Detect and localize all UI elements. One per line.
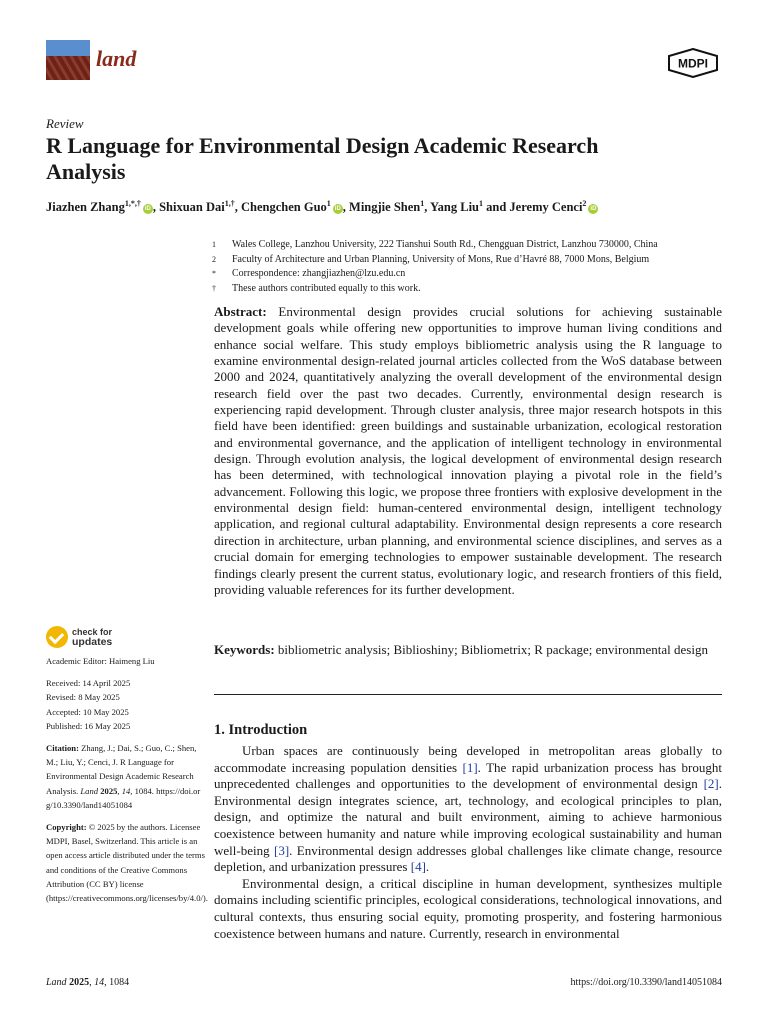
affiliation-row: [212, 282, 732, 297]
published-date: Published: 16 May 2025: [46, 720, 131, 731]
check-updates-line1: check for: [72, 627, 113, 637]
affiliation-text: Faculty of Architecture and Urban Planning, University of Mons, Rue d’Havré 88, 7000 Mons, Belgium: [232, 253, 650, 265]
check-for-updates-button[interactable]: [46, 626, 176, 648]
copyright: [46, 820, 206, 905]
author-affiliation-marker: 1: [326, 199, 331, 208]
citation: Citation: Zhang, J.; Dai, S.; Guo, C.; Shen, M.; Liu, Y.; Cenci, J. R Language for Environmental Design Academic Research Analysis. Land 2025, 14, 1084. https://doi.org/10.3390/land14051084: [46, 743, 201, 810]
copyright-text: © 2025 by the authors. Licensee MDPI, Basel, Switzerland. This article is an open access article distributed under the terms and conditions of the Creative Commons Attribution (CC BY) license (https://creativecommons.org/licenses/by/4.0/).: [46, 822, 208, 904]
author-name: Shixuan Dai: [159, 200, 225, 215]
abstract-label: Abstract:: [214, 304, 267, 319]
copyright-label: Copyright:: [46, 822, 87, 833]
author-affiliation-marker: 2: [582, 199, 587, 208]
author-affiliation-marker: 1,†: [224, 199, 235, 208]
citation-journal: Land: [80, 785, 99, 796]
checkmark-icon: [46, 626, 68, 648]
footer-volume: 14: [94, 977, 105, 988]
author-list: Jiazhen Zhang$^{1,*,\dagger}$iD , Shixuan Dai$^{1,\dagger}$, Chengchen Guo$^1$iD , Mingjie Shen$^1$, Yang Liu$^1$ and Jeremy Cenci$^2$iD: [46, 199, 597, 215]
footer-page: , 1084: [104, 977, 130, 988]
affiliation-mark: *: [212, 269, 216, 278]
affiliation-mark: †: [212, 283, 216, 293]
author-name: Mingjie Shen: [349, 200, 421, 215]
citation-label: Citation:: [46, 743, 79, 754]
article-type: Review: [46, 116, 84, 131]
accepted-date: Accepted: 10 May 2025: [46, 706, 129, 717]
affiliation-row: [212, 267, 732, 282]
affiliation-mark: 1: [212, 240, 216, 249]
citation-volume: 14: [121, 785, 131, 796]
section-heading: 1. Introduction: [214, 722, 308, 738]
affiliation-mark: 2: [212, 254, 216, 264]
footer-year: 2025: [69, 977, 90, 988]
reference-link[interactable]: [4]: [410, 859, 426, 875]
abstract-text: Environmental design provides crucial solutions for achieving sustainable development goals while offering new opportunities to improve human living conditions and enhance social welfare. This study employs bibliometric analysis using the R language to examine environmental design-related journal articles collected from the WoS database between 2000 and 2024, quantitatively analyzing the overall development of the environmental design research field over the past two decades. Currently, environmental design research is experiencing rapid development. Through cluster analysis, three major research hotspots in this field have been identified: green buildings and sustainable urbanization, ecological restoration and environmental governance, and the application of intelligent technology in environmental design. Through evolution analysis, the logical development of environmental design research has been determined, with technological innovation playing a pivotal role in the field’s advancement. Following this logic, we propose three frontiers with explosive development in the environmental design field: human-centered environmental design, intelligent technology application, and regional cultural adaptability. Environmental design represents a core research direction in architecture, urban planning, and environmental science disciplines, and serves as a crucial domain for emerging technologies to empower sustainable development. The research findings clearly present the current status, evolutionary logic, and research frontiers of this field, providing valuable references for its further development.: [214, 304, 723, 597]
received-date: Received: 14 April 2025: [46, 678, 131, 689]
author-affiliation-marker: 1: [479, 199, 483, 208]
article-title: R Language for Environmental Design Academic Research Analysis: [46, 133, 599, 184]
author-name: Jeremy Cenci: [509, 200, 583, 215]
reference-link[interactable]: [3]: [273, 842, 290, 858]
abstract: [214, 304, 722, 598]
affiliation-row: [212, 253, 732, 268]
affiliations: [212, 238, 732, 296]
footer-journal: Land: [46, 977, 67, 988]
intro-paragraph-2: Environmental design, a critical discipline in human development, synthesizes multiple domains including scientific principles, ecological considerations, technological innovations, and cultural contexts, thus ensuring social equity, promoting prosperity, and fostering harmonious coexistence between humans and nature. Currently, research in environmental: [214, 875, 722, 941]
revised-date: Revised: 8 May 2025: [46, 692, 120, 703]
author-name: Chengchen Guo: [241, 200, 327, 215]
mdpi-logo-icon: [666, 48, 720, 78]
keywords-text: bibliometric analysis; Biblioshiny; Bibliometrix; R package; environmental design: [277, 642, 708, 657]
keywords: [214, 642, 722, 658]
article-info-sidebar: [46, 654, 206, 905]
author-affiliation-marker: 1,*,†: [124, 199, 141, 208]
affiliation-text: These authors contributed equally to this work.: [232, 282, 421, 294]
keywords-label: Keywords:: [214, 642, 275, 657]
citation-pages: , 1084.: [130, 785, 154, 796]
orcid-icon[interactable]: iD: [590, 206, 597, 213]
section-divider: [214, 694, 722, 695]
citation-text: Zhang, J.; Dai, S.; Guo, C.; Shen, M.; Liu, Y.; Cenci, J. R Language for Environmental Design Academic Research Analysis.: [46, 743, 197, 796]
orcid-icon[interactable]: iD: [334, 206, 341, 213]
affiliation-row: [212, 238, 732, 253]
academic-editor: Academic Editor: Haimeng Liu: [46, 656, 155, 666]
author-affiliation-marker: 1: [420, 199, 425, 208]
orcid-icon[interactable]: iD: [144, 206, 151, 213]
journal-name: land: [96, 46, 137, 71]
footer-doi-link[interactable]: https://doi.org/10.3390/land14051084: [570, 977, 722, 988]
footer-citation: Land 2025, 14, 1084: [46, 977, 130, 988]
introduction-body: [214, 743, 722, 942]
reference-link[interactable]: [2]: [703, 776, 719, 792]
intro-paragraph-1: Urban spaces are continuously being developed in metropolitan areas globally to accommodate increasing population densities [1]. The rapid urbanization process has brought unprecedented challenges and opportunities to the development of environmental design [2]. Environmental design integrates science, art, technology, and ecological principles to plan, design, and optimize the natural and built environment, aiming to achieve harmonious coexistence between humanity and nature while improving ecological sustainability and human well-being [3]. Environmental design addresses global challenges like climate change, resource depletion, and urbanization pressures [4].: [214, 743, 723, 875]
author-name: Yang Liu: [430, 200, 479, 215]
citation-year: 2025: [100, 785, 118, 796]
author-name: Jiazhen Zhang: [46, 200, 125, 215]
publisher-name: MDPI: [678, 56, 708, 71]
check-updates-line2: updates: [72, 636, 113, 648]
reference-link[interactable]: [1]: [462, 759, 478, 775]
affiliation-text: Wales College, Lanzhou University, 222 Tianshui South Rd., Chengguan District, Lanzhou 730000, China: [232, 239, 658, 250]
citation-doi-link[interactable]: https://doi.org/10.3390/land14051084: [46, 785, 201, 810]
journal-logo-image: [46, 40, 90, 80]
affiliation-text: Correspondence: zhangjiazhen@lzu.edu.cn: [232, 268, 406, 279]
